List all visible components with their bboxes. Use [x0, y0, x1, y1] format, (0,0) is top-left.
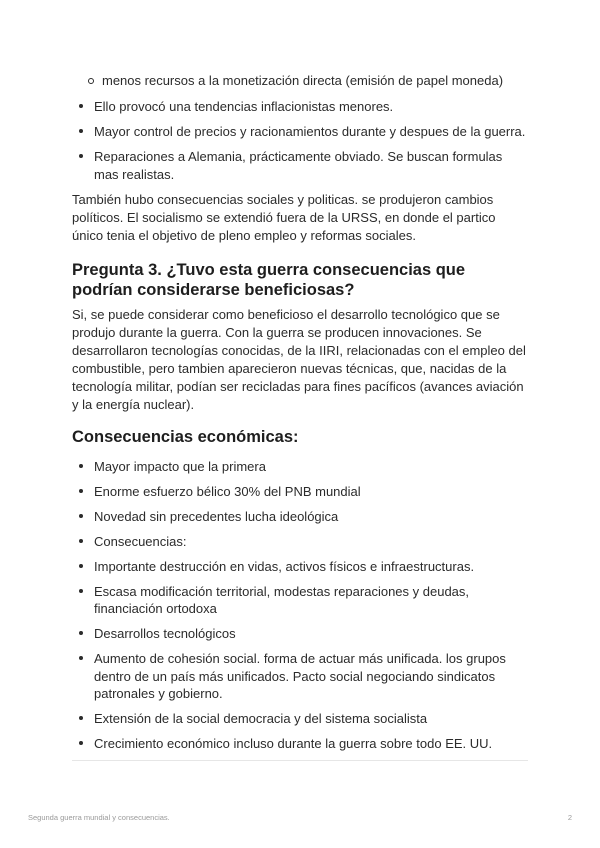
footer-title: Segunda guerra mundial y consecuencias.	[28, 813, 170, 822]
sub-bullet-list	[72, 72, 528, 90]
list-item: Enorme esfuerzo bélico 30% del PNB mundial	[94, 483, 528, 501]
list-item: Desarrollos tecnológicos	[94, 625, 528, 643]
list-item: Ello provocó una tendencias inflacionistas menores.	[94, 98, 528, 116]
page-content	[72, 72, 528, 760]
list-item: Novedad sin precedentes lucha ideológica	[94, 508, 528, 526]
list-item: Importante destrucción en vidas, activos físicos e infraestructuras.	[94, 558, 528, 576]
list-item: Escasa modificación territorial, modestas reparaciones y deudas, financiación ortodoxa	[94, 583, 528, 618]
list-item: Crecimiento económico incluso durante la guerra sobre todo EE. UU.	[94, 735, 528, 753]
list-item: Reparaciones a Alemania, prácticamente obviado. Se buscan formulas mas realistas.	[94, 148, 528, 183]
paragraph-social: También hubo consecuencias sociales y politicas. se produjeron cambios políticos. El socialismo se extendió fuera de la URSS, en donde el partico único tenia el objetivo de pleno empleo y reformas sociales.	[72, 191, 496, 243]
paragraph-answer: Si, se puede considerar como beneficioso el desarrollo tecnológico que se produjo durante la guerra. Con la guerra se producen innovaciones. Se desarrollaron tecnologías conocidas, de la IIRI, relacionadas con el empleo del combustible, pero tambien aparecieron nuevas técnicas, que, nacidas de la tecnología militar, podían ser recicladas para fines pacíficos (avances aviación y la energía nuclear).	[72, 306, 526, 412]
list-item: Consecuencias:	[94, 533, 528, 551]
top-bullet-list	[72, 98, 528, 183]
list-item: Mayor impacto que la primera	[94, 458, 528, 476]
sub-list-item: menos recursos a la monetización directa (emisión de papel moneda)	[102, 72, 528, 90]
heading-economicas: Consecuencias económicas:	[72, 427, 299, 446]
heading-pregunta: Pregunta 3. ¿Tuvo esta guerra consecuencias que podrían considerarse beneficiosas?	[72, 260, 466, 299]
divider	[72, 760, 528, 761]
list-item: Aumento de cohesión social. forma de actuar más unificada. los grupos dentro de un país más unificados. Pacto social negociando sindicatos patronales y gobierno.	[94, 650, 528, 703]
page-number: 2	[567, 813, 572, 822]
list-item: Mayor control de precios y racionamientos durante y despues de la guerra.	[94, 123, 528, 141]
economic-bullet-list	[72, 458, 528, 753]
list-item: Extensión de la social democracia y del sistema socialista	[94, 710, 528, 728]
